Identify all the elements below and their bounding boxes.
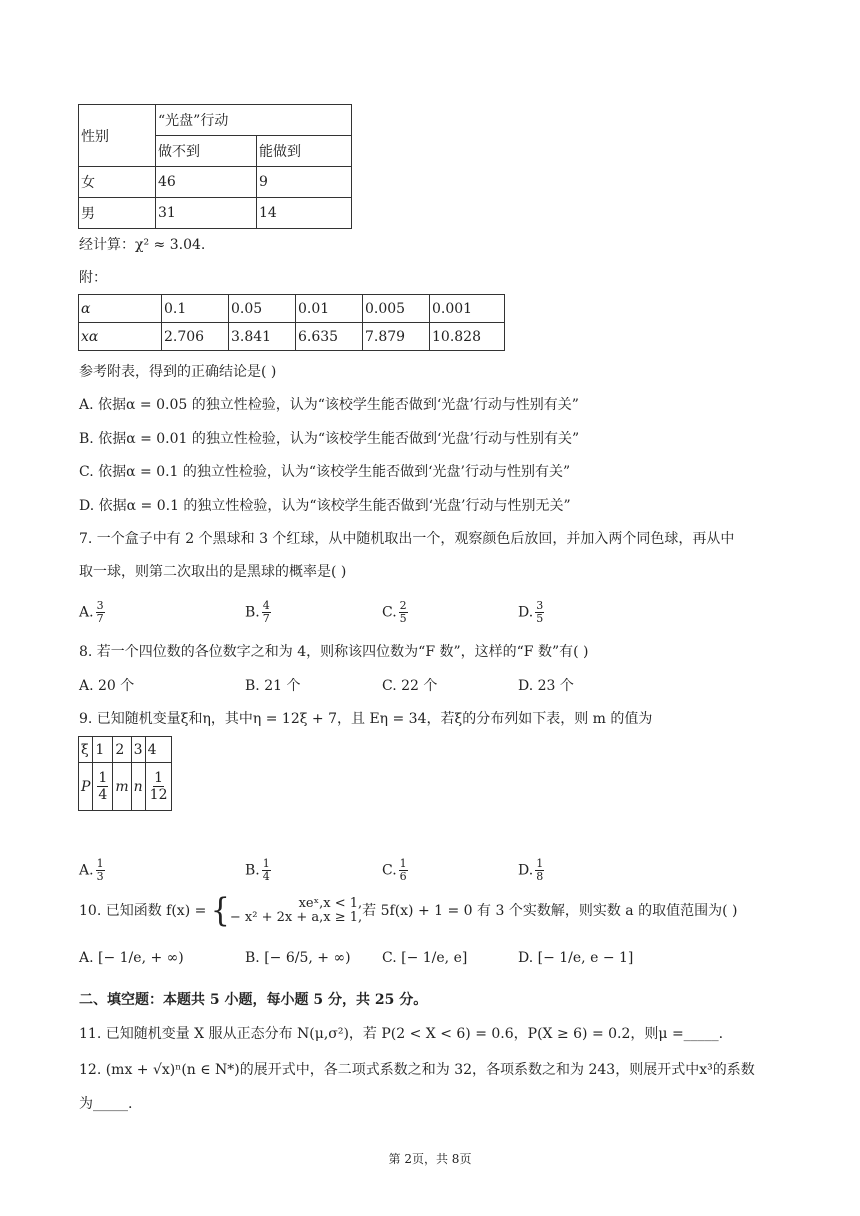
gender-header: 性别 xyxy=(79,105,156,167)
x-alpha-header: xα xyxy=(79,323,162,351)
cell: n xyxy=(131,763,145,811)
p-header: P xyxy=(79,763,93,811)
cell: m xyxy=(113,763,131,811)
q7-option-b: B. $\frac{4}{7}$ xyxy=(245,599,270,625)
q6-prompt: 参考附表，得到的正确结论是( ) xyxy=(79,364,277,380)
section-heading: 二、填空题：本题共 5 小题，每小题 5 分，共 25 分。 xyxy=(79,992,428,1008)
q8-text: 8. 若一个四位数的各位数字之和为 4，则称该四位数为“F 数”，这样的“F 数”有( ) xyxy=(79,644,589,660)
q7-option-d: D. $\frac{3}{5}$ xyxy=(518,599,544,625)
cell: 6.635 xyxy=(296,323,363,351)
action-header: “光盘”行动 xyxy=(156,105,352,136)
page-footer: 第 2页，共 8页 xyxy=(388,1152,472,1166)
row-label: 男 xyxy=(79,198,156,229)
q6-option-a: A. 依据α = 0.05 的独立性检验，认为“该校学生能否做到‘光盘’行动与性别有关” xyxy=(79,397,579,413)
q6-option-b: B. 依据α = 0.01 的独立性检验，认为“该校学生能否做到‘光盘’行动与性别有关” xyxy=(79,431,580,447)
cell: $\frac{1}{4}$ xyxy=(93,763,113,811)
cell: 46 xyxy=(156,167,257,198)
q12-line1: 12. (mx + √x)ⁿ(n ∈ N*)的展开式中，各二项式系数之和为 32，各项系数之和为 243，则展开式中x³的系数 xyxy=(79,1062,755,1078)
alpha-header: α xyxy=(79,295,162,323)
q9-option-d: D. $\frac{1}{8}$ xyxy=(518,857,544,883)
q7-option-a: A. $\frac{3}{7}$ xyxy=(79,599,104,625)
cell: 9 xyxy=(257,167,352,198)
q6-option-c: C. 依据α = 0.1 的独立性检验，认为“该校学生能否做到‘光盘’行动与性别有关” xyxy=(79,464,571,480)
cell: 3.841 xyxy=(229,323,296,351)
cell: 4 xyxy=(145,737,172,763)
cell: 0.1 xyxy=(162,295,229,323)
cell: 2 xyxy=(113,737,131,763)
calc-text: 经计算：χ² ≈ 3.04. xyxy=(79,237,206,253)
q11-text: 11. 已知随机变量 X 服从正态分布 N(μ,σ²)，若 P(2 < X < 6) = 0.6，P(X ≥ 6) = 0.2，则μ =_____. xyxy=(79,1026,724,1042)
col-cannot: 做不到 xyxy=(156,136,257,167)
critical-value-table xyxy=(78,294,505,351)
appendix-label: 附： xyxy=(79,270,107,286)
cell: 2.706 xyxy=(162,323,229,351)
q8-option-b: B. 21 个 xyxy=(245,678,301,694)
q10-option-a: A. [− 1/e, + ∞) xyxy=(79,950,184,966)
cell: 0.01 xyxy=(296,295,363,323)
cell: 14 xyxy=(257,198,352,229)
q7-line1: 7. 一个盒子中有 2 个黑球和 3 个红球，从中随机取出一个，观察颜色后放回，并加入两个同色球，再从中 xyxy=(79,531,735,547)
q7-option-c: C. $\frac{2}{5}$ xyxy=(382,599,407,625)
cell: 1 xyxy=(93,737,113,763)
cell: 3 xyxy=(131,737,145,763)
q12-line2: 为_____. xyxy=(79,1096,133,1112)
q9-option-a: A. $\frac{1}{3}$ xyxy=(79,857,104,883)
q8-option-c: C. 22 个 xyxy=(382,678,438,694)
cell: 7.879 xyxy=(363,323,430,351)
q10-option-b: B. [− 6/5, + ∞) xyxy=(245,950,351,966)
cell: 10.828 xyxy=(430,323,505,351)
col-can: 能做到 xyxy=(257,136,352,167)
row-label: 女 xyxy=(79,167,156,198)
cell: 31 xyxy=(156,198,257,229)
q9-text: 9. 已知随机变量ξ和η，其中η = 12ξ + 7，且 Eη = 34，若ξ的分布列如下表，则 m 的值为 xyxy=(79,711,653,727)
q10-text: 10. 已知函数 f(x) = { xeˣ,x < 1, − x² + 2x + a,x ≥ 1,若 5f(x) + 1 = 0 有 3 个实数解，则实数 a 的取值范围为( ) xyxy=(79,891,738,930)
q10-option-c: C. [− 1/e, e] xyxy=(382,950,468,966)
q6-option-d: D. 依据α = 0.1 的独立性检验，认为“该校学生能否做到‘光盘’行动与性别无关” xyxy=(79,498,571,514)
q8-option-d: D. 23 个 xyxy=(518,678,574,694)
xi-header: ξ xyxy=(79,737,93,763)
distribution-table xyxy=(78,736,172,811)
cell: 0.001 xyxy=(430,295,505,323)
q10-option-d: D. [− 1/e, e − 1] xyxy=(518,950,634,966)
q9-option-c: C. $\frac{1}{6}$ xyxy=(382,857,407,883)
q7-line2: 取一球，则第二次取出的是黑球的概率是( ) xyxy=(79,564,347,580)
cell: $\frac{1}{12}$ xyxy=(145,763,172,811)
q8-option-a: A. 20 个 xyxy=(79,678,135,694)
q9-option-b: B. $\frac{1}{4}$ xyxy=(245,857,270,883)
cell: 0.005 xyxy=(363,295,430,323)
cell: 0.05 xyxy=(229,295,296,323)
gender-action-table xyxy=(78,104,352,229)
